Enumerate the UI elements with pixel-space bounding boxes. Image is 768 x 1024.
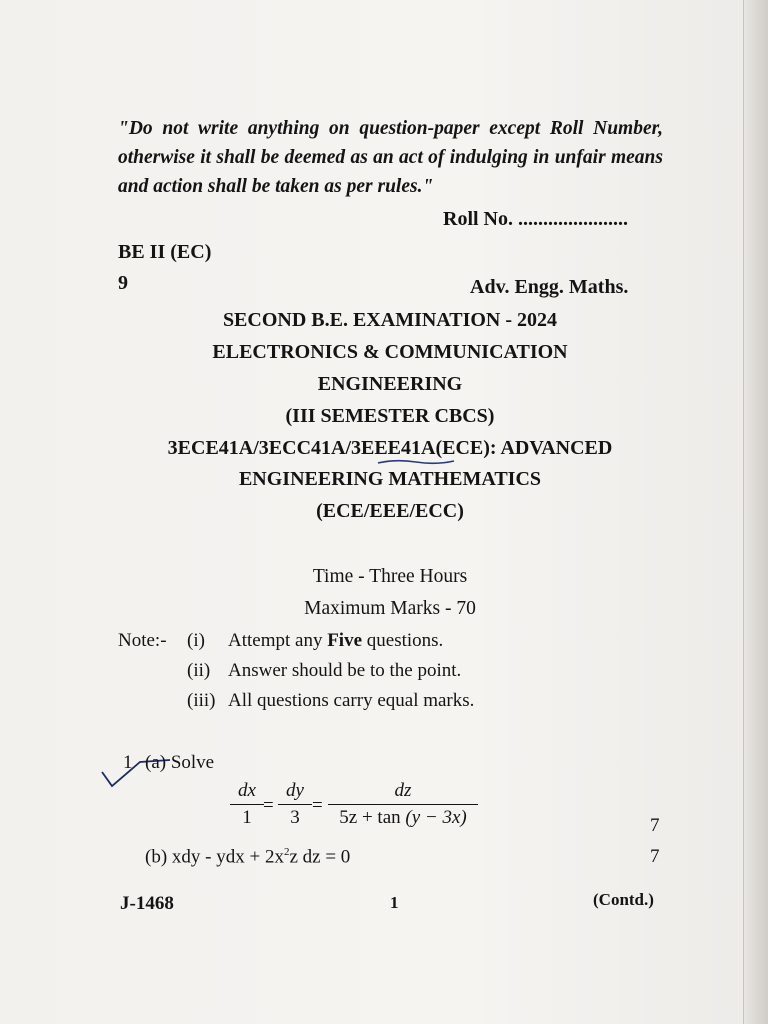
note-item-2-num: (ii): [187, 660, 211, 681]
note-label: Note:-: [118, 630, 167, 651]
page-number: 1: [390, 893, 399, 912]
fraction-dx: [230, 780, 264, 829]
paper-code-line-1: 3ECE41A/3ECC41A/3EEE41A(ECE): ADVANCED: [167, 437, 613, 459]
question-1b: [145, 846, 350, 868]
branch-line-1: ELECTRONICS & COMMUNICATION: [212, 341, 568, 363]
fraction-dx-numerator: dx: [230, 780, 264, 805]
warning-text: "Do not write anything on question-paper except Roll Number, otherwise it shall be deemed as an act of indulging in unfair means and action shall be taken as per rules.": [118, 118, 663, 197]
fraction-dy-numerator: dy: [278, 780, 312, 805]
note-item-2: Answer should be to the point.: [228, 660, 462, 681]
note-item-3: All questions carry equal marks.: [228, 690, 475, 711]
fraction-dz: [328, 780, 478, 829]
paper-code-line-2: ENGINEERING MATHEMATICS: [238, 468, 542, 490]
paper-code-footer: J-1468: [120, 893, 174, 914]
roll-number: Roll No. ......................: [443, 208, 628, 230]
marks-1b: 7: [650, 846, 660, 867]
marks-1a: 7: [650, 815, 660, 836]
paper-number: 9: [118, 272, 128, 294]
note-item-1: [228, 630, 443, 652]
note-item-1-num: (i): [187, 630, 205, 651]
fraction-dz-numerator: dz: [328, 780, 478, 805]
equals-1: =: [263, 795, 274, 816]
fraction-dy-denominator: 3: [290, 807, 300, 828]
fraction-dy: [278, 780, 312, 829]
semester: (III SEMESTER CBCS): [285, 405, 495, 427]
subject-short: Adv. Engg. Maths.: [470, 276, 629, 298]
denominator-argument: (y − 3x): [405, 807, 467, 828]
question-1-number: 1: [123, 752, 133, 773]
fraction-dx-denominator: 1: [242, 807, 252, 828]
note-item-1-bold: Five: [327, 630, 363, 651]
question-1b-rest: z dz = 0: [289, 846, 351, 868]
branch-line-2: ENGINEERING: [317, 373, 463, 395]
note-item-1-end: questions.: [362, 630, 444, 651]
exam-title: SECOND B.E. EXAMINATION - 2024: [222, 309, 558, 331]
question-1a-label: (a) Solve: [145, 752, 215, 773]
programs: (ECE/EEE/ECC): [316, 500, 464, 522]
pen-underline: [376, 455, 456, 469]
fraction-dz-denominator: [328, 805, 478, 829]
page-edge: [743, 0, 768, 1024]
note-item-3-num: (iii): [187, 690, 216, 711]
question-1b-label: (b) xdy - ydx + 2x: [145, 846, 284, 868]
exam-time: Time - Three Hours: [312, 566, 468, 587]
denominator-prefix: 5z + tan: [339, 807, 401, 828]
question-1b-exponent: 2: [283, 846, 290, 858]
note-item-1-text: Attempt any: [228, 630, 328, 651]
course-code: BE II (EC): [118, 241, 212, 263]
continued-label: (Contd.): [593, 890, 654, 909]
max-marks: Maximum Marks - 70: [304, 598, 476, 619]
equals-2: =: [312, 795, 323, 816]
